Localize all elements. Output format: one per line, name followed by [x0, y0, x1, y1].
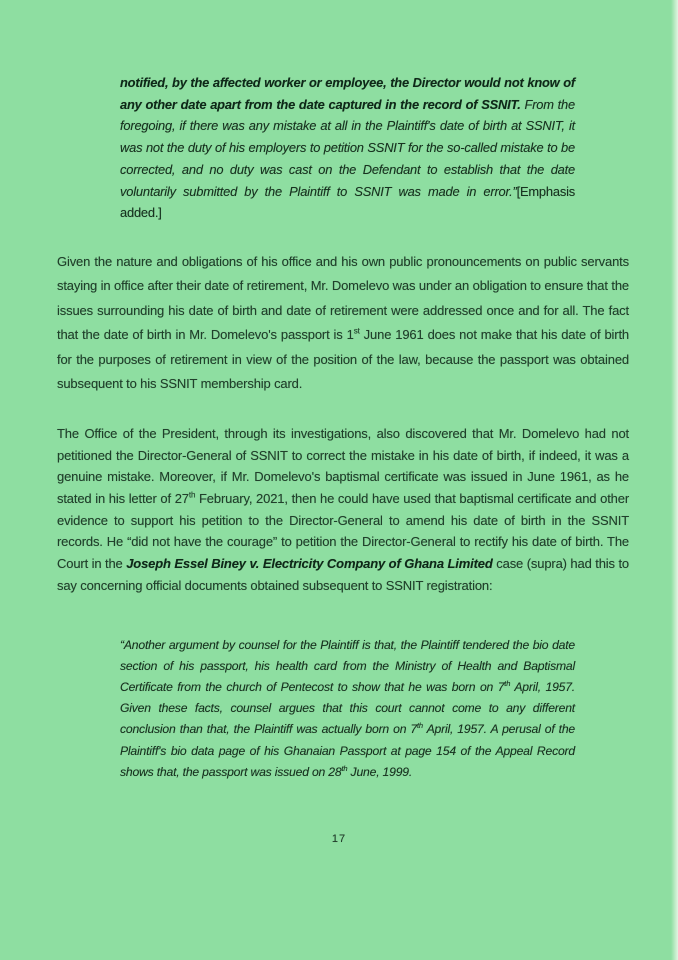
- quote-2-text-continued: April, 1957. Given these facts, counsel argues that this court cannot come to any different conclusion than that, the Plaintiff was actually born on 7: [120, 679, 575, 737]
- quote-italic-text: From the foregoing, if there was any mistake at all in the Plaintiff's date of birth at SSNIT, it was not the duty of his employers to petition SSNIT for the so-called mistake to be corrected, and no duty was cast on the Defendant to establish that the date voluntarily submitted by the Plaintiff to SSNIT was made in error.”: [120, 96, 575, 199]
- ordinal-superscript: th: [504, 678, 511, 688]
- emphasis-added-note: [Emphasis added.]: [120, 183, 575, 221]
- ordinal-superscript: th: [417, 721, 423, 731]
- block-quote-biney-case: [120, 635, 575, 783]
- ordinal-superscript: th: [341, 763, 348, 773]
- paragraph-2-text-end: case (supra) had this to say concerning official documents obtained subsequent to SSNIT registration:: [57, 556, 629, 593]
- page-number: 17: [331, 832, 347, 845]
- case-citation-name: Joseph Essel Biney v. Electricity Company of Ghana Limited: [126, 556, 493, 572]
- ordinal-superscript: st: [353, 327, 360, 337]
- quote-2-text: “Another argument by counsel for the Plaintiff is that, the Plaintiff tendered the bio date section of his passport, his health card from the Ministry of Health and Baptismal Certificate from the church of Pentecost to show that he was born on 7: [120, 637, 575, 694]
- scan-edge-highlight: [671, 0, 678, 960]
- paragraph-1-text: Given the nature and obligations of his office and his own public pronouncements on public servants staying in office after their date of retirement, Mr. Domelevo was under an obligation to ensure that the issues surrounding his date of birth and date of retirement were addressed once and for all. The fact that the date of birth in Mr. Domelevo's passport is 1: [57, 253, 629, 343]
- quote-emphasized-text: notified, by the affected worker or employee, the Director would not know of any other date apart from the date captured in the record of SSNIT.: [120, 75, 575, 112]
- paragraph-2-text-continued: February, 2021, then he could have used that baptismal certificate and other evidence to support his petition to the Director-General to amend his date of birth in the SSNIT records. He “did not have the courage” to petition the Director-General to rectify his date of birth. The Court in the: [57, 491, 629, 572]
- paragraph-president-investigation: [57, 423, 629, 597]
- quote-2-text-end: June, 1999.: [347, 764, 413, 779]
- ordinal-superscript: th: [188, 490, 196, 500]
- paragraph-domelevo-obligation: [57, 250, 629, 397]
- quote-2-text-continued-2: April, 1957. A perusal of the Plaintiff's bio data page of his Ghanaian Passport at page 154 of the Appeal Record shows that, the passport was issued on 28: [120, 722, 576, 779]
- paragraph-1-text-continued: June 1961 does not make that his date of birth for the purposes of retirement in view of the position of the law, because the passport was obtained subsequent to his SSNIT membership card.: [57, 327, 629, 392]
- paragraph-2-text: The Office of the President, through its investigations, also discovered that Mr. Domelevo had not petitioned the Director-General of SSNIT to correct the mistake in his date of birth, if indeed, it was a genuine mistake. Moreover, if Mr. Domelevo's baptismal certificate was issued in June 1961, as he stated in his letter of 27: [57, 425, 629, 507]
- block-quote-continued: [120, 72, 575, 224]
